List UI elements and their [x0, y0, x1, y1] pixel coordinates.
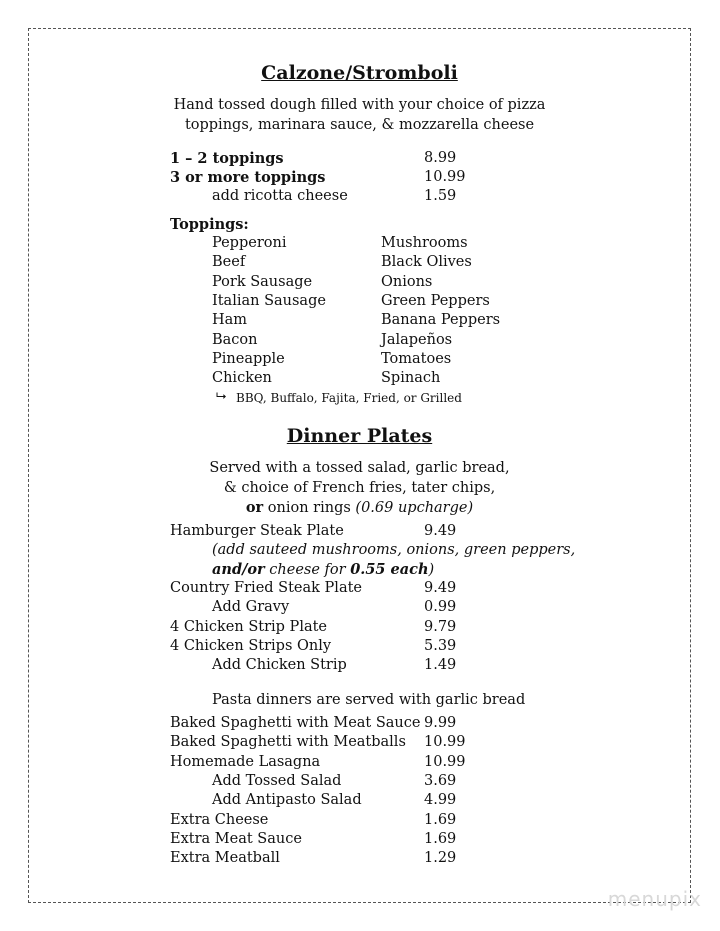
pasta-item-label: Extra Cheese [170, 812, 269, 828]
upcharge-note: (0.69 upcharge) [355, 500, 474, 516]
pasta-item-price: 1.69 [424, 831, 457, 847]
pasta-item-label: Add Tossed Salad [212, 773, 342, 789]
dinner-item-price: 1.49 [424, 657, 457, 673]
dinner-description-line-1: Served with a tossed salad, garlic bread, [209, 460, 510, 476]
topping-item: Beef [212, 254, 246, 270]
onion-rings-text: onion rings [263, 500, 356, 516]
pasta-item-price: 9.99 [424, 715, 457, 731]
topping-item: Mushrooms [381, 235, 468, 251]
topping-item: Jalapeños [381, 332, 453, 348]
dinner-item-price: 9.79 [424, 619, 457, 635]
price-ricotta: 1.59 [424, 188, 457, 204]
and-or-bold: and/or [212, 561, 265, 578]
dinner-item-price: 9.49 [424, 580, 457, 596]
pasta-item-label: Homemade Lasagna [170, 754, 321, 770]
dinner-item-price: 0.99 [424, 599, 457, 615]
pasta-item-price: 1.29 [424, 850, 457, 866]
arrow-down-right-icon: ⮡ [216, 389, 227, 404]
pasta-item-price: 1.69 [424, 812, 457, 828]
dinner-description-line-3 [28, 499, 691, 516]
dinner-item-label: Add Gravy [212, 599, 290, 615]
dinner-item-label: 4 Chicken Strips Only [170, 638, 332, 654]
dinner-item-label: Add Chicken Strip [212, 657, 347, 673]
hamburger-addons-note-line-2 [212, 561, 434, 578]
calzone-description-line-2: toppings, marinara sauce, & mozzarella cheese [184, 117, 535, 133]
topping-item: Banana Peppers [381, 312, 501, 328]
cheese-for-text: cheese for [264, 562, 351, 578]
topping-item: Chicken [212, 370, 272, 386]
pasta-item-label: Extra Meatball [170, 850, 280, 866]
price-label-ricotta: add ricotta cheese [212, 188, 348, 204]
topping-item: Pepperoni [212, 235, 287, 251]
dinner-item-label: Country Fried Steak Plate [170, 580, 362, 596]
dinner-item-price: 5.39 [424, 638, 457, 654]
pasta-item-price: 3.69 [424, 773, 457, 789]
menupix-watermark-logo: menupix [607, 887, 702, 911]
pasta-item-label: Extra Meat Sauce [170, 831, 302, 847]
price-1-2-toppings: 8.99 [424, 150, 457, 166]
dinner-item-price: 9.49 [424, 523, 457, 539]
topping-item: Pineapple [212, 351, 285, 367]
dinner-item-label: 4 Chicken Strip Plate [170, 619, 328, 635]
dinner-item-label: Hamburger Steak Plate [170, 523, 344, 539]
dinner-plates-title: Dinner Plates [286, 425, 433, 447]
pasta-item-label: Baked Spaghetti with Meat Sauce [170, 715, 421, 731]
pasta-item-label: Add Antipasto Salad [212, 792, 362, 808]
topping-item: Italian Sausage [212, 293, 326, 309]
close-paren: ) [428, 562, 435, 578]
topping-item: Spinach [381, 370, 441, 386]
topping-item: Green Peppers [381, 293, 490, 309]
price-3-more-toppings: 10.99 [424, 169, 466, 185]
pasta-item-price: 4.99 [424, 792, 457, 808]
topping-item: Pork Sausage [212, 274, 313, 290]
price-label-3-more-toppings: 3 or more toppings [170, 169, 326, 186]
addon-price-bold: 0.55 each [350, 561, 429, 578]
topping-item: Bacon [212, 332, 258, 348]
toppings-header: Toppings: [170, 216, 249, 233]
topping-item: Black Olives [381, 254, 472, 270]
or-bold: or [245, 499, 264, 516]
dinner-description-line-2: & choice of French fries, tater chips, [223, 480, 496, 496]
topping-item: Tomatoes [381, 351, 452, 367]
chicken-options-note: BBQ, Buffalo, Fajita, Fried, or Grilled [236, 391, 462, 405]
topping-item: Ham [212, 312, 248, 328]
pasta-note: Pasta dinners are served with garlic bread [212, 692, 526, 708]
pasta-item-price: 10.99 [424, 734, 466, 750]
pasta-item-price: 10.99 [424, 754, 466, 770]
pasta-item-label: Baked Spaghetti with Meatballs [170, 734, 406, 750]
topping-item: Onions [381, 274, 433, 290]
price-label-1-2-toppings: 1 – 2 toppings [170, 150, 284, 167]
hamburger-addons-note-line-1: (add sauteed mushrooms, onions, green peppers, [212, 542, 576, 558]
calzone-description-line-1: Hand tossed dough filled with your choice of pizza [173, 97, 546, 113]
calzone-title: Calzone/Stromboli [261, 62, 458, 84]
